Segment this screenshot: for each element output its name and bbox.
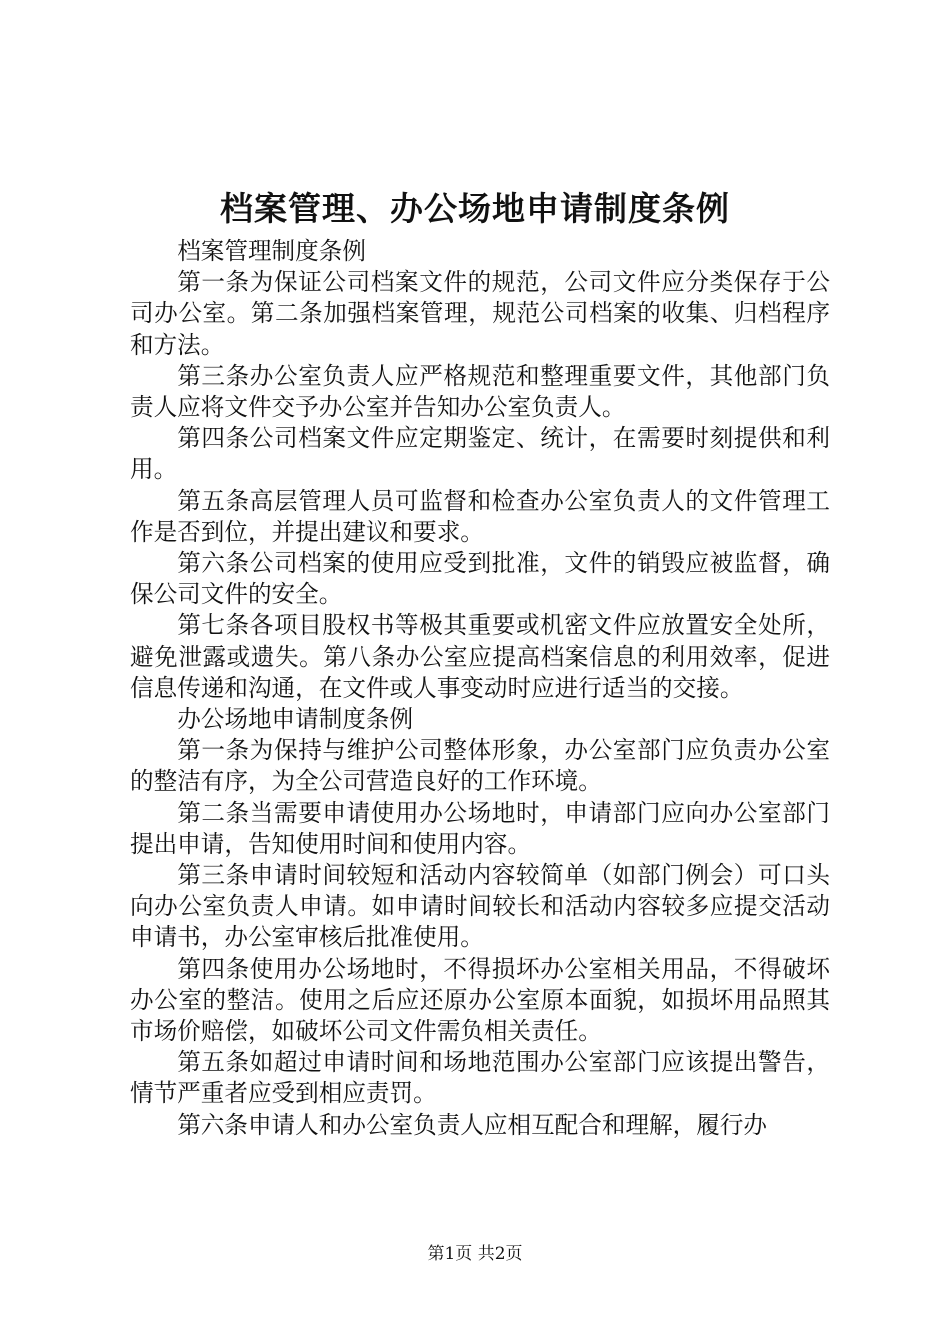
paragraph: 第五条高层管理人员可监督和检查办公室负责人的文件管理工作是否到位，并提出建议和要求。 [130, 486, 830, 546]
paragraph: 第六条公司档案的使用应受到批准，文件的销毁应被监督，确保公司文件的安全。 [130, 549, 830, 609]
paragraph: 第三条办公室负责人应严格规范和整理重要文件，其他部门负责人应将文件交予办公室并告知办公室负责人。 [130, 361, 830, 422]
paragraph: 第五条如超过申请时间和场地范围办公室部门应该提出警告，情节严重者应受到相应责罚。 [130, 1048, 830, 1108]
paragraph: 第一条为保持与维护公司整体形象，办公室部门应负责办公室的整洁有序，为全公司营造良好的工作环境。 [130, 736, 830, 796]
paragraph: 第七条各项目股权书等极其重要或机密文件应放置安全处所，避免泄露或遗失。第八条办公室应提高档案信息的利用效率，促进信息传递和沟通，在文件或人事变动时应进行适当的交接。 [130, 611, 830, 702]
paragraph: 第四条公司档案文件应定期鉴定、统计，在需要时刻提供和利用。 [130, 424, 830, 484]
section-heading-archive: 档案管理制度条例 [177, 237, 366, 265]
paragraph: 第二条当需要申请使用办公场地时，申请部门应向办公室部门提出申请，告知使用时间和使用内容。 [130, 798, 830, 858]
page-number: 第1页 共2页 [427, 1244, 523, 1264]
paragraph: 第一条为保证公司档案文件的规范，公司文件应分类保存于公司办公室。第二条加强档案管理，规范公司档案的收集、归档程序和方法。 [130, 268, 830, 359]
paragraph: 第六条申请人和办公室负责人应相互配合和理解，履行办 [177, 1110, 768, 1139]
paragraph: 第三条申请时间较短和活动内容较简单（如部门例会）可口头向办公室负责人申请。如申请时间较长和活动内容较多应提交活动申请书，办公室审核后批准使用。 [130, 861, 830, 952]
document-body [130, 236, 830, 1141]
document-title: 档案管理、办公场地申请制度条例 [220, 189, 730, 228]
paragraph: 第四条使用办公场地时，不得损坏办公室相关用品，不得破坏办公室的整洁。使用之后应还原办公室原本面貌，如损坏用品照其市场价赔偿，如破坏公司文件需负相关责任。 [130, 954, 830, 1046]
section-heading-office-space: 办公场地申请制度条例 [177, 705, 414, 734]
